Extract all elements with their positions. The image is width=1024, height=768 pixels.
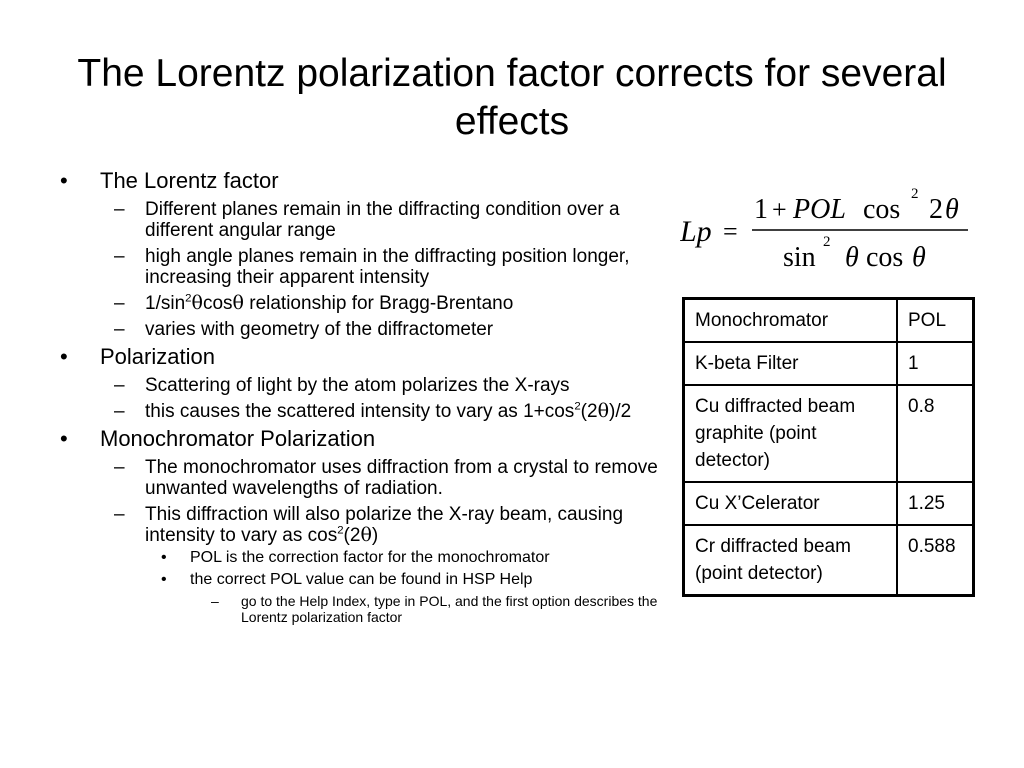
dash-marker: – [114,293,125,314]
numerator-plus: + [772,195,787,224]
formula-lhs: Lp [680,215,712,248]
bragg-cos: cos [202,293,233,314]
bullet-label: Polarization [100,344,215,369]
sub-sub-bullet [58,570,668,590]
denominator-sin: sin [783,242,816,273]
sub-bullet-text: The monochromator uses diffraction from a crystal to remove unwanted wavelengths of radiation. [145,457,658,499]
table-cell: 0.8 [897,385,974,482]
pol-table [682,297,975,597]
table-row [684,482,974,525]
numerator-one: 1 [754,194,768,225]
bragg-suffix: relationship for Bragg-Brentano [243,293,514,314]
sub-sub-sub-bullet [58,593,668,625]
lp-formula-graphic [680,180,980,275]
theta-symbol: θ [191,292,203,314]
sub-sub-bullet [58,548,668,568]
bragg-exponent: 2 [185,292,192,305]
sub-bullet-text: Different planes remain in the diffracting condition over a different angular range [145,199,620,241]
table-row [684,299,974,343]
intensity-mid: (2 [580,401,598,422]
numerator-theta: θ [945,194,959,225]
intensity-suffix: )/2 [609,401,632,422]
sub-bullet-bragg-brentano [58,293,668,314]
denominator-cos: cos [866,242,904,273]
dash-marker: – [114,199,125,220]
bullet-polarization [58,343,668,370]
table-cell: 1.25 [897,482,974,525]
dash-marker: – [114,457,125,478]
sub-bullet [58,199,668,241]
sub-bullet-text: Scattering of light by the atom polarizes the X-rays [145,375,570,396]
denominator-theta: θ [845,242,859,273]
bullet-marker: • [60,426,68,451]
bullet-label: The Lorentz factor [100,168,279,193]
numerator-exponent: 2 [911,186,919,202]
formula-equals: = [723,217,738,246]
dash-marker: – [114,375,125,396]
sub-bullet-intensity [58,401,668,422]
sub-bullet-beam [58,504,668,546]
sub-bullet [58,246,668,288]
table-cell: POL [897,299,974,343]
table-cell: Monochromator [684,299,898,343]
sub-sub-sub-bullet-text: go to the Help Index, type in POL, and the first option describes the Lorentz polarization factor [241,593,658,625]
intensity-exponent: 2 [574,400,581,413]
table-row [684,525,974,596]
table-row [684,385,974,482]
lp-formula [680,180,980,275]
beam-exponent: 2 [337,524,344,537]
numerator-two: 2 [929,194,943,225]
beam-mid: (2 [343,525,361,546]
slide-title: The Lorentz polarization factor corrects for several effects [77,52,947,143]
beam-suffix: ) [371,525,379,546]
sub-sub-bullet-text: POL is the correction factor for the monochromator [190,549,550,566]
sub-bullet [58,375,668,396]
table-cell: 1 [897,342,974,385]
denominator-exponent: 2 [823,234,831,250]
sub-bullet [58,457,668,499]
theta-symbol: θ [360,524,372,546]
intensity-prefix: this causes the scattered intensity to vary as 1+cos [145,401,575,422]
theta-symbol: θ [232,292,244,314]
bullet-monochromator-polarization [58,425,668,452]
dash-marker: – [114,319,125,340]
beam-prefix: This diffraction will also polarize the X-ray beam, causing intensity to vary as cos [145,504,624,546]
sub-bullet-text: high angle planes remain in the diffracting position longer, increasing their apparent intensity [145,246,630,288]
dash-marker: – [114,401,125,422]
bullet-marker: • [161,571,167,588]
bullet-marker: • [161,549,167,566]
table-cell: Cr diffracted beam (point detector) [684,525,898,596]
numerator-cos: cos [863,194,901,225]
denominator-theta: θ [912,242,926,273]
bullet-marker: • [60,168,68,193]
table-cell: K-beta Filter [684,342,898,385]
table-cell: 0.588 [897,525,974,596]
sub-sub-bullet-text: the correct POL value can be found in HSP Help [190,571,533,588]
table-cell: Cu X’Celerator [684,482,898,525]
sub-bullet-text: varies with geometry of the diffractometer [145,319,494,340]
sub-bullet [58,319,668,340]
bullet-marker: • [60,344,68,369]
dash-marker: – [114,504,125,525]
dash-marker: – [114,246,125,267]
theta-symbol: θ [597,400,610,422]
dash-marker: – [211,593,219,609]
table-row [684,342,974,385]
numerator-pol: POL [793,194,846,225]
bragg-prefix: 1/sin [145,293,186,314]
bullet-lorentz-factor [58,167,668,194]
bullet-label: Monochromator Polarization [100,426,376,451]
bullet-list [58,164,668,625]
table-cell: Cu diffracted beam graphite (point detector) [684,385,898,482]
